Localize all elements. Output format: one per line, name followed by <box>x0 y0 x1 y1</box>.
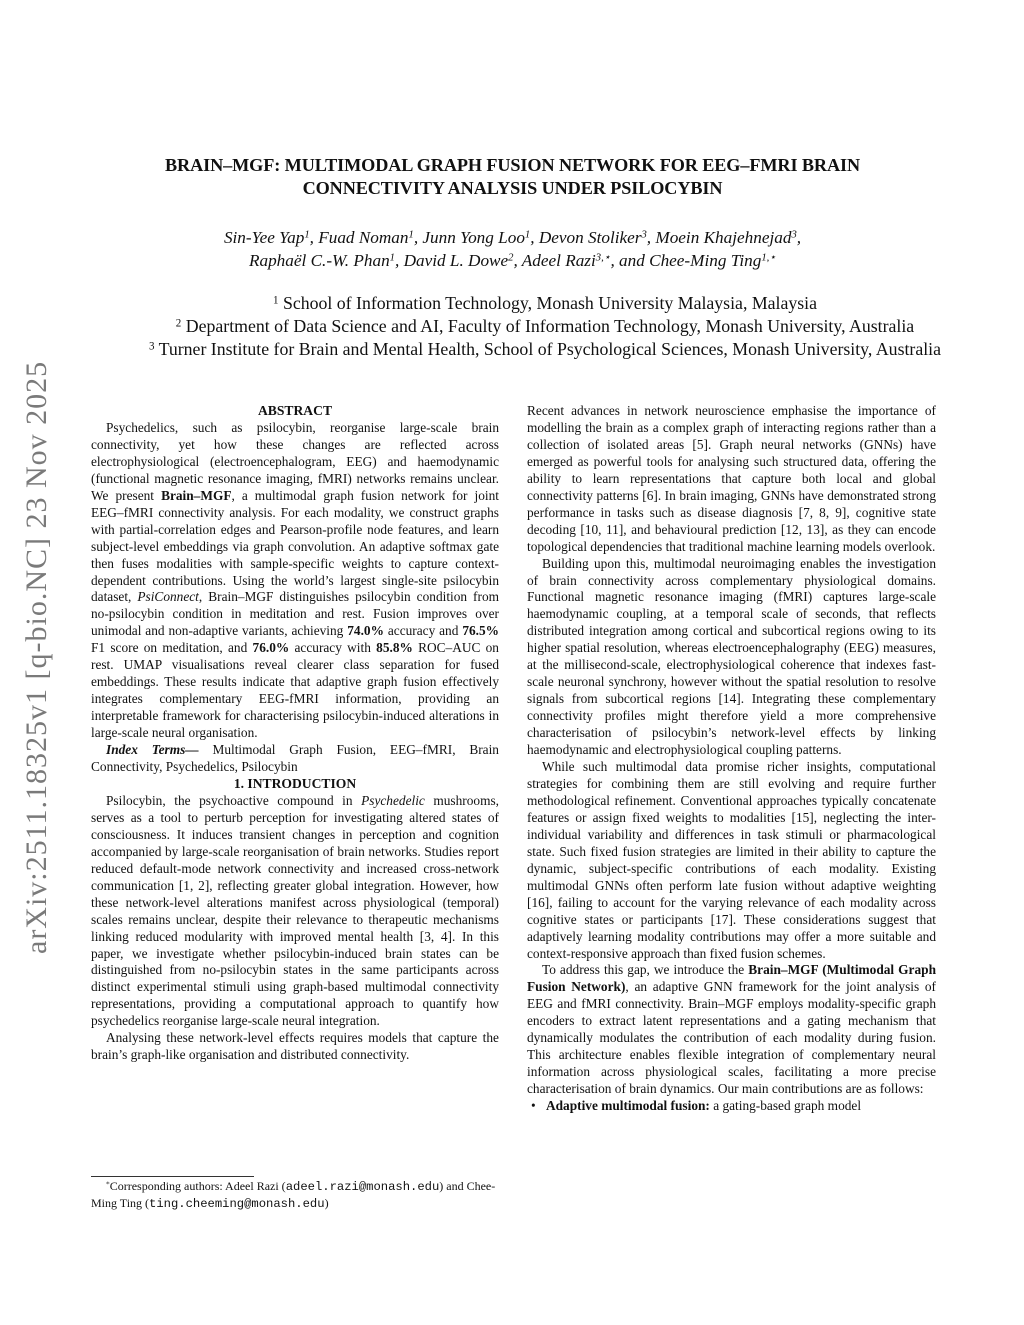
metric-value: 76.5% <box>462 623 500 639</box>
metric-value: 85.8% <box>376 640 413 656</box>
footnote-mark: * <box>106 1179 110 1189</box>
author-affiliation-mark: 3 <box>791 229 797 241</box>
author-name: Junn Yong Loo <box>422 228 525 247</box>
body-paragraph: Building upon this, multimodal neuroimaging enables the investigation of brain connectivity across complementary physiological domains. Functional magnetic resonance imaging (fMRI) captures large-scale haemodynamic coupling, at a temporal scale of seconds, that reflects distributed integration among cortical and subcortical regions owing to its higher spatial resolution, whereas electroencephalography (EEG) measures, at the millisecond-scale, electrophysiological coherence that indexes fast-scale neuronal synchrony, however without the spatial resolution to resolve signals from subcortical regions [14]. Integrating these complementary connectivity profiles might therefore yield a more comprehensive characterisation of psilocybin’s network-level effects by linking haemodynamic and electrophysiological coupling patterns. <box>527 555 936 758</box>
author-name: David L. Dowe <box>403 251 509 270</box>
author-affiliation-mark: 1 <box>304 229 310 241</box>
body-paragraph: To address this gap, we introduce the Brain–MGF (Multimodal Graph Fusion Network), an adaptive GNN framework for the joint analysis of EEG and fMRI connectivity. Brain–MGF employs modality-specific graph encoders to extract latent representations and a gating mechanism that dynamically modulates the contribution of each modality during fusion. This architecture enables flexible integration of complementary neural information across physiological scales, facilitating a more precise characterisation of brain dynamics. Our main contributions are as follows: <box>527 962 937 1097</box>
author-name: Adeel Razi <box>521 251 596 270</box>
paper-title <box>90 154 935 200</box>
email-link[interactable]: adeel.razi@monash.edu <box>285 1180 440 1194</box>
affiliation-item: $^1$ School of Information Technology, Monash University Malaysia, Malaysia <box>272 293 818 313</box>
affiliation-number: 3 <box>148 340 155 353</box>
author-name: Chee-Ming Ting <box>649 251 762 270</box>
author-affiliation-mark: 3 <box>641 229 647 241</box>
index-terms: Index Terms— Multimodal Graph Fusion, EEG–fMRI, Brain Connectivity, Psychedelics, Psilocybin <box>91 742 499 775</box>
author-affiliation-mark: 1 <box>524 229 531 241</box>
right-column <box>527 403 936 1115</box>
author-name: Sin-Yee Yap <box>223 228 305 247</box>
author-affiliation-mark: 1 <box>389 252 395 264</box>
author-affiliation-mark: 3,⋆ <box>595 252 611 264</box>
contribution-list-item: • Adaptive multimodal fusion: a gating-based graph model <box>527 1098 936 1115</box>
author-name: Devon Stoliker <box>538 228 642 247</box>
affiliation-item: $^2$ Department of Data Science and AI, Faculty of Information Technology, Monash University, Australia <box>175 316 915 336</box>
intro-paragraph: Psilocybin, the psychoactive compound in Psychedelic mushrooms, serves as a tool to perturb perception for investigating altered states of consciousness. It induces transient changes in perception and cognition accompanied by large-scale reorganisation of brain networks. Studies report reduced default-mode network connectivity and increased cross-network communication [1, 2], reflecting greater global integration. However, how these network-level alterations manifest across physiological (temporal) scales remains unclear, despite their relevance to therapeutic mechanisms linking reduced modularity with improved mental health [3, 4]. In this paper, we investigate whether psilocybin-induced brain states can be distinguished from no-psilocybin states in the same participants across distinct experimental stimuli using graph-based multimodal connectivity representations, providing a computational approach to quantify how psychedelics reorganise large-scale neural integration. <box>91 792 499 1029</box>
footnote-divider <box>91 1176 254 1177</box>
body-paragraph: Recent advances in network neuroscience emphasise the importance of modelling the brain as a complex graph of interacting regions rather than a collection of isolated areas [5]. Graph neural networks (GNNs) have emerged as powerful tools for analysing such structured data, offering the ability to learn representations that capture both local and global connectivity patterns [6]. In brain imaging, GNNs have demonstrated strong performance in tasks such as disease diagnosis [7, 8, 9], cognitive state decoding [10, 11], and behavioural prediction [12, 13], as they can encode topological dependencies that traditional machine learning models overlook. <box>527 403 936 554</box>
section-heading-introduction: 1. INTRODUCTION <box>233 775 357 791</box>
affiliation-number: 1 <box>272 294 279 307</box>
contribution-title: Adaptive multimodal fusion: <box>546 1098 710 1114</box>
abstract-heading: ABSTRACT <box>257 403 333 418</box>
dataset-name: PsiConnect <box>137 589 199 605</box>
left-column <box>91 403 499 1064</box>
title-line-1: BRAIN–MGF: MULTIMODAL GRAPH FUSION NETWORK FOR EEG–FMRI BRAIN <box>165 155 860 175</box>
abstract-body: Psychedelics, such as psilocybin, reorganise large-scale brain connectivity, yet how these changes are reflected across electrophysiological (electroencephalogram, EEG) and haemodynamic (functional magnetic resonance imaging, fMRI) networks remains unclear. We present Brain–MGF, a multimodal graph fusion network for joint EEG–fMRI connectivity analysis. For each modality, we construct graphs with partial-correlation edges and Pearson-profile node features, and learn subject-level embeddings via graph convolution. An adaptive softmax gate then fuses modalities with sample-specific weights to capture context-dependent contributions. Using the world’s largest single-site psilocybin dataset, PsiConnect, Brain–MGF distinguishes psilocybin condition from no-psilocybin condition in meditation and rest. Fusion improves over unimodal and non-adaptive variants, achieving 74.0% accuracy and 76.5% F1 score on meditation, and 76.0% accuracy with 85.8% ROC–AUC on rest. UMAP visualisations reveal clearer class separation for fused embeddings. These results indicate that adaptive graph fusion effectively integrates complementary EEG-fMRI information, providing an interpretable framework for characterising psilocybin-induced alterations in large-scale neural organisation. <box>91 419 500 741</box>
title-line-2: CONNECTIVITY ANALYSIS UNDER PSILOCYBIN <box>302 178 723 198</box>
author-list: Sin-Yee Yap$^1$, Fuad Noman$^1$, Junn Yong Loo$^1$, Devon Stoliker$^3$, Moein Khajehnejad$^3$, Raphaël C.-W. Phan$^1$, David L. Dowe$^2$, Adeel Razi$^{3,⋆}$, and Chee-Ming Ting$^{1,⋆}$ <box>223 228 802 270</box>
author-name: Moein Khajehnejad <box>655 228 792 247</box>
author-affiliation-mark: 2 <box>508 252 514 264</box>
model-name: Brain–MGF <box>161 487 232 503</box>
model-name: Brain–MGF (Multimodal Graph Fusion Network) <box>527 962 936 995</box>
index-terms-label: Index Terms— <box>106 742 199 758</box>
intro-paragraph: Analysing these network-level effects requires models that capture the brain’s graph-like organisation and distributed connectivity. <box>91 1030 499 1063</box>
affiliation-list <box>80 292 1010 361</box>
arxiv-identifier: arXiv:2511.18325v1 [q-bio.NC] 23 Nov 2025 <box>20 360 53 954</box>
email-link[interactable]: ting.cheeming@monash.edu <box>149 1196 325 1211</box>
affiliation-number: 2 <box>175 317 182 330</box>
author-affiliation-mark: 1,⋆ <box>761 252 776 264</box>
author-name: Raphaël C.-W. Phan <box>249 251 390 270</box>
metric-value: 76.0% <box>252 640 290 656</box>
affiliation-item: $^3$ Turner Institute for Brain and Mental Health, School of Psychological Sciences, Monash University, Australia <box>148 339 942 359</box>
metric-value: 74.0% <box>347 623 384 639</box>
body-paragraph: While such multimodal data promise richer insights, computational strategies for combining them are still evolving and require further methodological refinement. Conventional approaches typically concatenate features or assign fixed weights to modalities [15], neglecting the inter-individual variability and differences in task stimuli or pharmacological state. Such fixed fusion strategies are limited in their ability to capture the dynamic, subject-specific contributions of each modality. Existing multimodal GNNs often perform late fusion without adaptive weighting [16], failing to account for the varying relevance of each modality across cognitive states or participants [17]. These considerations suggest that adaptively learning modality contributions may offer a more suitable and context-responsive approach than fixed fusion schemes. <box>527 759 936 961</box>
footnote-corresponding: *Corresponding authors: Adeel Razi (adeel.razi@monash.edu) and Chee-Ming Ting (ting.cheeming@monash.edu) <box>91 1179 496 1211</box>
author-name: Fuad Noman <box>318 228 409 247</box>
bullet-icon: • <box>531 1098 536 1114</box>
author-affiliation-mark: 1 <box>408 229 414 241</box>
